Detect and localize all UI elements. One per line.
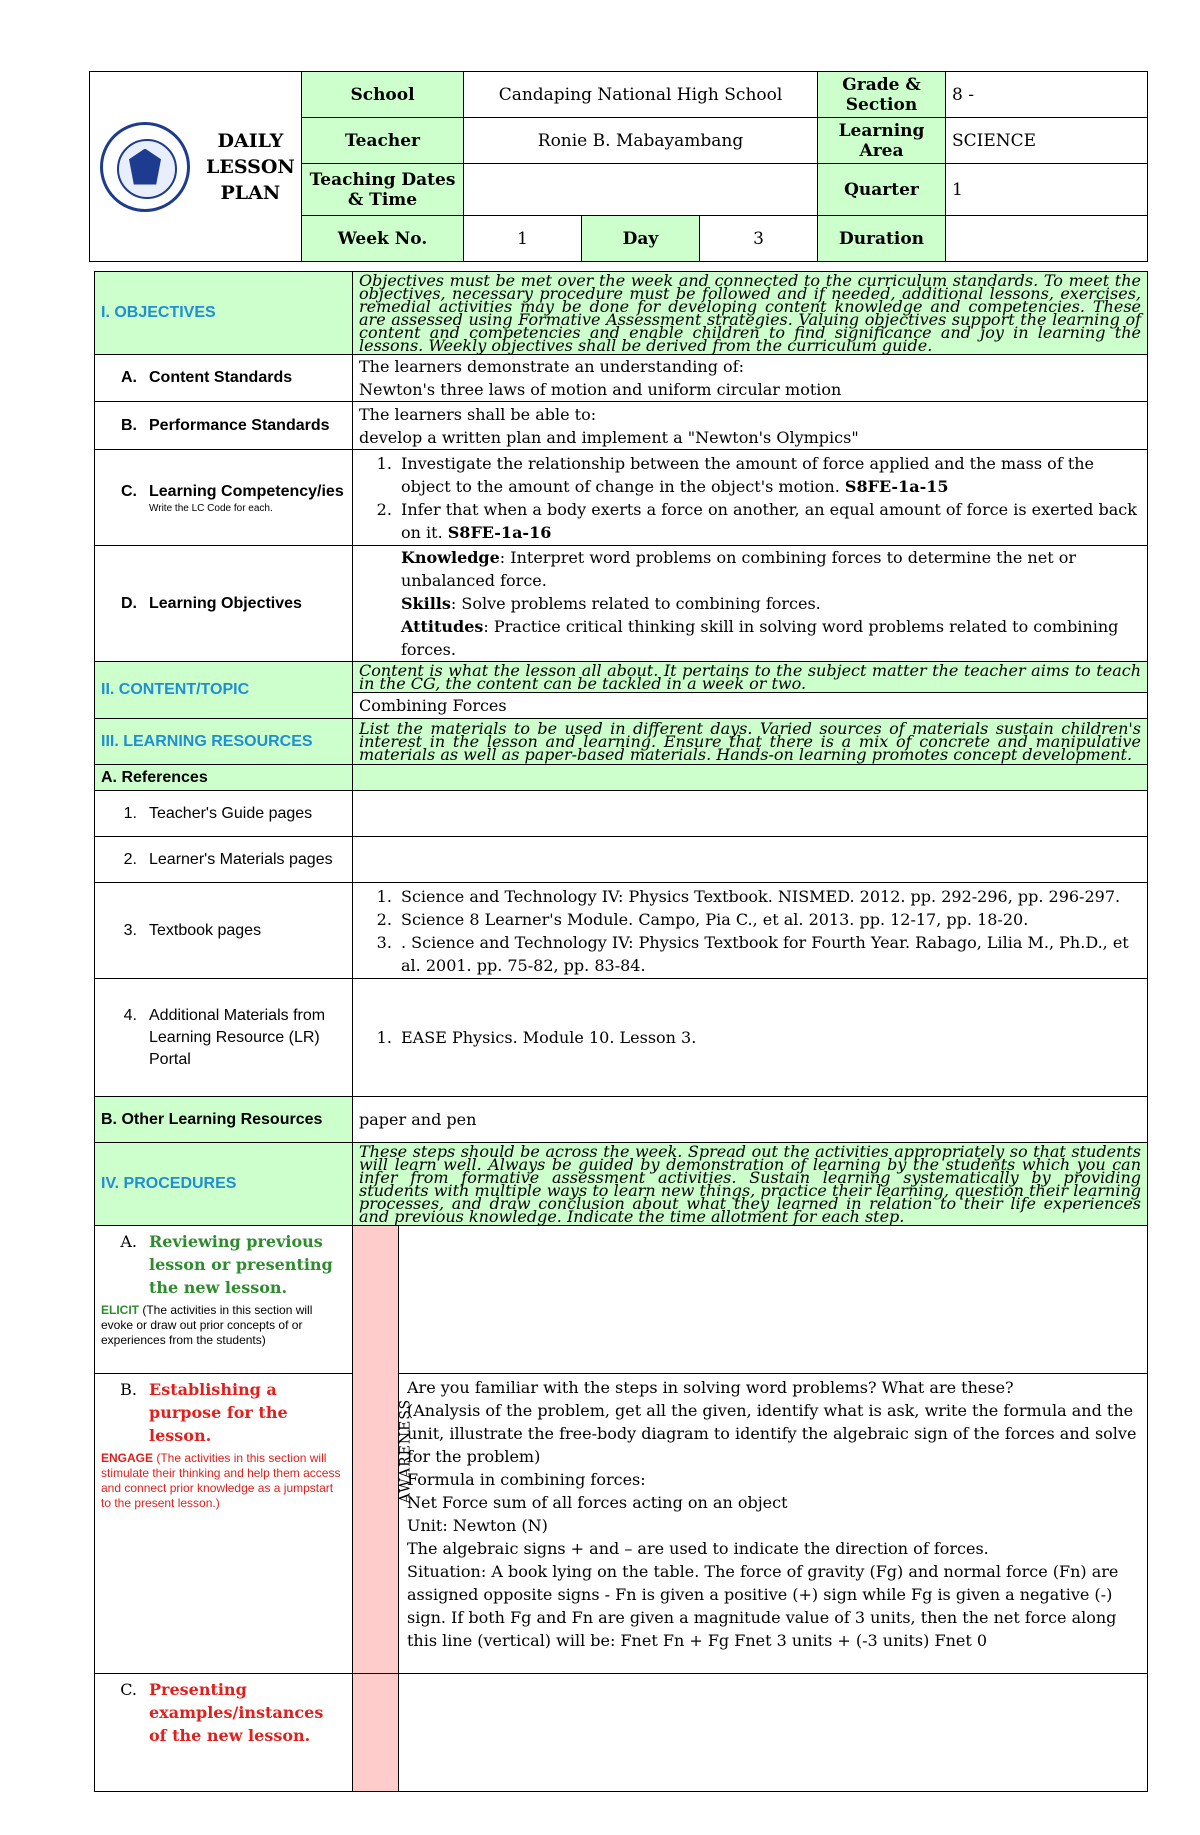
deped-seal-icon bbox=[100, 122, 190, 212]
other-resources: paper and pen bbox=[353, 1097, 1148, 1143]
content-note: Content is what the lesson all about. It pertains to the subject matter the teacher aims to teach in the CG, the content can be tackled in a week or two. bbox=[353, 662, 1148, 693]
references-empty bbox=[353, 765, 1148, 791]
textbook-list bbox=[353, 883, 1148, 979]
teacher-label: Teacher bbox=[302, 118, 464, 164]
week-value: 1 bbox=[464, 216, 582, 262]
additional-item: 1. EASE Physics. Module 10. Lesson 3. bbox=[397, 1026, 1141, 1049]
competencies bbox=[353, 450, 1148, 546]
section-resources-title: III. LEARNING RESOURCES bbox=[95, 719, 353, 765]
procedure-b: B. Establishing a purpose for the lesson. ENGAGE (The activities in this section will stimulate their thinking and help them access and connect prior knowledge as a jumpstart to the present lesson.) bbox=[95, 1374, 353, 1674]
area-value: SCIENCE bbox=[946, 118, 1148, 164]
performance-standards-label: B. Performance Standards bbox=[95, 402, 353, 450]
textbook-item: 2. Science 8 Learner's Module. Campo, Pia C., et al. 2013. pp. 12-17, pp. 18-20. bbox=[397, 908, 1141, 931]
procedure-c-content bbox=[399, 1674, 1148, 1792]
references-label: A. References bbox=[95, 765, 353, 791]
logo-cell bbox=[90, 72, 302, 262]
dates-value bbox=[464, 164, 818, 216]
tg-value bbox=[353, 791, 1148, 837]
procedure-a: A. Reviewing previous lesson or presenting the new lesson. ELICIT (The activities in this section will evoke or draw out prior concepts of or experiences from the students) bbox=[95, 1226, 353, 1374]
textbook-label: 3. Textbook pages bbox=[95, 883, 353, 979]
dates-label: Teaching Dates & Time bbox=[302, 164, 464, 216]
additional-list bbox=[353, 979, 1148, 1097]
section-objectives-title: I. OBJECTIVES bbox=[95, 272, 353, 355]
learning-objectives-label: D. Learning Objectives bbox=[95, 546, 353, 662]
textbook-item: 3. . Science and Technology IV: Physics Textbook for Fourth Year. Rabago, Lilia M., Ph.D., et al. 2001. pp. 75-82, pp. 83-84. bbox=[397, 931, 1141, 977]
section-content-title: II. CONTENT/TOPIC bbox=[95, 662, 353, 719]
duration-label: Duration bbox=[818, 216, 946, 262]
lm-value bbox=[353, 837, 1148, 883]
lm-label: 2. Learner's Materials pages bbox=[95, 837, 353, 883]
school-label: School bbox=[302, 72, 464, 118]
learning-objectives: Knowledge: Interpret word problems on combining forces to determine the net or unbalanced force. Skills: Solve problems related to combining forces. Attitudes: Practice critical thinking skill in solving word problems related to combining forces. bbox=[353, 546, 1148, 662]
objectives-note: Objectives must be met over the week and connected to the curriculum standards. To meet the objectives, necessary procedure must be followed and if needed, additional lessons, exercises, remedial activities may be done for developing content knowledge and competencies. These are assessed using Formative Assessment strategies. Valuing objectives support the learning of content and competencies and enable children to find significance and joy in learning the lessons. Weekly objectives shall be derived from the curriculum guide. bbox=[353, 272, 1148, 355]
awareness-column-c bbox=[353, 1674, 399, 1792]
lesson-plan-table bbox=[94, 271, 1148, 1792]
week-label: Week No. bbox=[302, 216, 464, 262]
duration-value bbox=[946, 216, 1148, 262]
header-table bbox=[89, 71, 1148, 262]
procedure-c: C. Presenting examples/instances of the new lesson. bbox=[95, 1674, 353, 1792]
content-standards-label: A. Content Standards bbox=[95, 355, 353, 402]
day-value: 3 bbox=[700, 216, 818, 262]
competency-item: 1. Investigate the relationship between the amount of force applied and the mass of the object to the amount of change in the object's motion. S8FE-1a-15 bbox=[397, 452, 1141, 498]
grade-label: Grade & Section bbox=[818, 72, 946, 118]
tg-label: 1. Teacher's Guide pages bbox=[95, 791, 353, 837]
awareness-column: AWARENESS bbox=[353, 1226, 399, 1674]
quarter-value: 1 bbox=[946, 164, 1148, 216]
textbook-item: 1. Science and Technology IV: Physics Textbook. NISMED. 2012. pp. 292-296, pp. 296-297. bbox=[397, 885, 1141, 908]
content-topic: Combining Forces bbox=[353, 693, 1148, 719]
competency-label: C. Learning Competency/ies Write the LC Code for each. bbox=[95, 450, 353, 546]
quarter-label: Quarter bbox=[818, 164, 946, 216]
plan-title: DAILY LESSON PLAN bbox=[206, 129, 295, 204]
resources-note: List the materials to be used in different days. Varied sources of materials sustain children's interest in the lesson and learning. Ensure that there is a mix of concrete and manipulative materials as well as paper-based materials. Hands-on learning promotes concept development. bbox=[353, 719, 1148, 765]
school-value: Candaping National High School bbox=[464, 72, 818, 118]
additional-label: 4. Additional Materials from Learning Resource (LR) Portal bbox=[95, 979, 353, 1097]
procedure-a-content bbox=[399, 1226, 1148, 1374]
day-label: Day bbox=[582, 216, 700, 262]
other-resources-label: B. Other Learning Resources bbox=[95, 1097, 353, 1143]
procedures-note: These steps should be across the week. Spread out the activities appropriately so that students will learn well. Always be guided by demonstration of learning by the students which you can infer from formative assessment activities. Sustain learning systematically by providing students with multiple ways to learn new things, practice their learning, question their learning processes, and draw conclusion about what they learned in relation to their life experiences and previous knowledge. Indicate the time allotment for each step. bbox=[353, 1143, 1148, 1226]
competency-item: 2. Infer that when a body exerts a force on another, an equal amount of force is exerted back on it. S8FE-1a-16 bbox=[397, 498, 1141, 544]
performance-standards: The learners shall be able to: develop a written plan and implement a "Newton's Olympics" bbox=[353, 402, 1148, 450]
teacher-value: Ronie B. Mabayambang bbox=[464, 118, 818, 164]
area-label: Learning Area bbox=[818, 118, 946, 164]
grade-value: 8 - bbox=[946, 72, 1148, 118]
section-procedures-title: IV. PROCEDURES bbox=[95, 1143, 353, 1226]
content-standards: The learners demonstrate an understanding of: Newton's three laws of motion and uniform circular motion bbox=[353, 355, 1148, 402]
procedure-b-content: Are you familiar with the steps in solving word problems? What are these? (Analysis of the problem, get all the given, identify what is ask, write the formula and the unit, illustrate the free-body diagram to identify the algebraic sign of the forces and solve for the problem) Formula in combining forces: Net Force sum of all forces acting on an object Unit: Newton (N) The algebraic signs + and – are used to indicate the direction of forces. Situation: A book lying on the table. The force of gravity (Fg) and normal force (Fn) are assigned opposite signs - Fn is given a positive (+) sign while Fg is given a negative (-) sign. If both Fg and Fn are given a magnitude value of 3 units, then the net force along this line (vertical) will be: Fnet Fn + Fg Fnet 3 units + (-3 units) Fnet 0 bbox=[399, 1374, 1148, 1674]
